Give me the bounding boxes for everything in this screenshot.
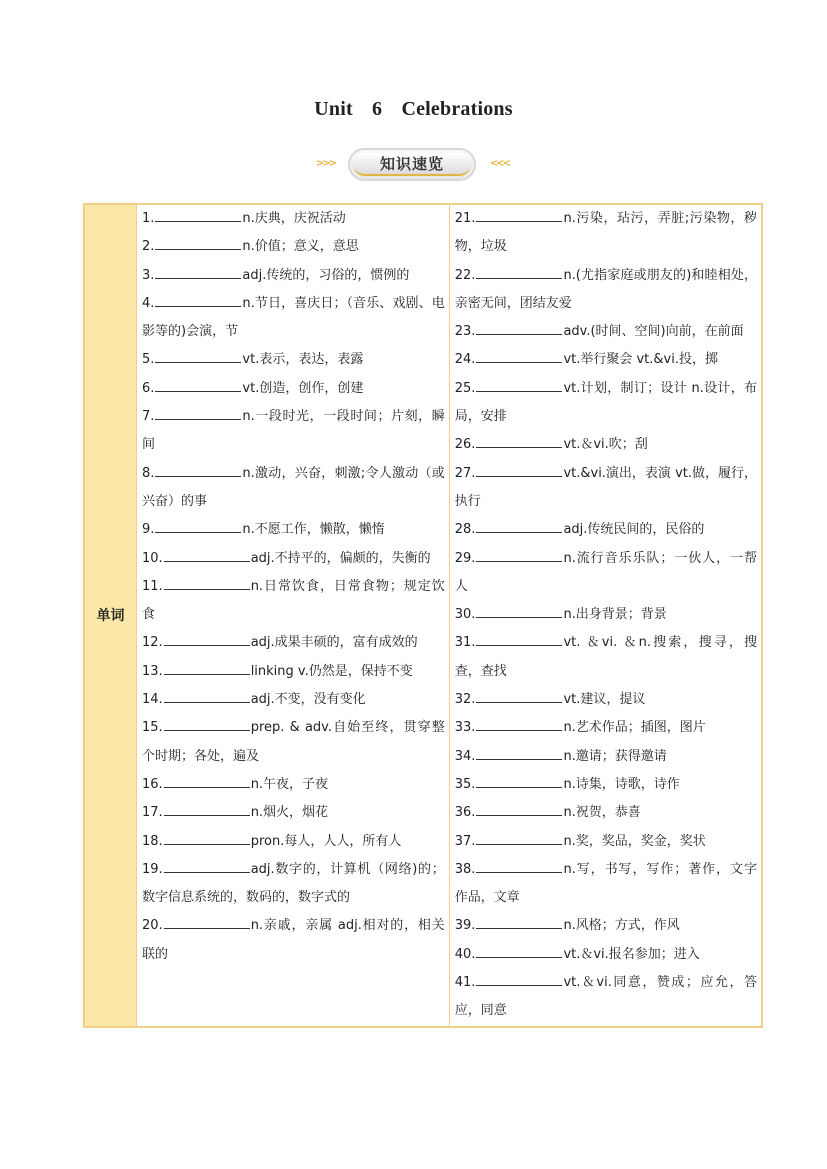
vocab-item (142, 573, 445, 630)
item-number: 16. (142, 776, 163, 792)
item-definition: n.风格；方式，作风 (563, 918, 680, 934)
answer-blank[interactable] (164, 662, 250, 675)
vocab-item (142, 714, 445, 771)
vocab-item (455, 941, 757, 969)
vocab-item (142, 828, 445, 856)
vocab-item (142, 460, 445, 517)
vocab-item (455, 799, 757, 827)
answer-blank[interactable] (164, 775, 250, 788)
answer-blank[interactable] (476, 803, 562, 816)
answer-blank[interactable] (476, 435, 562, 448)
item-number: 4. (142, 295, 155, 311)
answer-blank[interactable] (164, 690, 250, 703)
item-definition: n.日常饮食，日常食物；规定饮食 (142, 578, 445, 623)
item-number: 20. (142, 918, 163, 934)
item-definition: vt.＆vi.报名参加；进入 (563, 946, 700, 962)
page-title: Unit 6 Celebrations (314, 98, 513, 120)
item-definition: vt.举行聚会 vt.&vi.投，掷 (563, 352, 718, 368)
item-definition: adv.(时间、空间)向前，在前面 (563, 324, 744, 340)
item-definition: vt.表示，表达，表露 (242, 352, 364, 368)
item-definition: n.庆典，庆祝活动 (242, 211, 346, 226)
item-number: 26. (454, 437, 476, 453)
vocab-item (142, 233, 445, 261)
item-number: 34. (454, 748, 476, 764)
item-number: 3. (142, 267, 155, 283)
answer-blank[interactable] (164, 577, 250, 590)
item-definition: n.流行音乐乐队；一伙人，一帮人 (454, 550, 757, 594)
vocab-item (455, 262, 757, 319)
answer-blank[interactable] (164, 633, 250, 646)
item-number: 13. (142, 663, 163, 679)
vocab-item (455, 460, 757, 517)
vocab-item (142, 799, 445, 827)
item-definition: n.祝贺，恭喜 (563, 805, 641, 821)
item-number: 8. (142, 465, 155, 481)
item-number: 36. (454, 805, 476, 821)
answer-blank[interactable] (476, 379, 562, 392)
vocab-item (455, 516, 757, 544)
vocab-item (142, 771, 445, 799)
vocabulary-table (83, 203, 763, 1028)
answer-blank[interactable] (155, 379, 241, 392)
vocab-item (455, 318, 757, 346)
vocab-item (455, 346, 757, 374)
item-number: 2. (142, 239, 155, 255)
vocab-item (455, 686, 757, 714)
vocab-item (142, 686, 445, 714)
vocab-item (455, 912, 757, 940)
item-number: 19. (142, 861, 163, 877)
item-number: 14. (142, 692, 163, 708)
item-number: 32. (454, 692, 476, 708)
answer-blank[interactable] (155, 464, 241, 477)
banner-label: 知识速览 (353, 153, 471, 176)
answer-blank[interactable] (155, 294, 241, 307)
vocab-item (455, 771, 757, 799)
item-number: 40. (454, 946, 476, 962)
answer-blank[interactable] (476, 633, 562, 646)
item-number: 23. (454, 324, 476, 340)
answer-blank[interactable] (476, 945, 562, 958)
vocab-item (142, 912, 445, 969)
answer-blank[interactable] (155, 266, 241, 279)
banner-badge (348, 148, 476, 181)
answer-blank[interactable] (476, 832, 562, 845)
vocab-item (142, 205, 445, 233)
item-number: 27. (454, 465, 476, 481)
item-number: 24. (454, 352, 476, 368)
item-number: 10. (142, 550, 163, 566)
item-number: 21. (454, 211, 476, 226)
item-definition: n.写，书写，写作；著作，文字作品，文章 (454, 861, 757, 906)
item-number: 17. (142, 805, 163, 821)
answer-blank[interactable] (476, 209, 562, 222)
vocab-item (455, 856, 757, 913)
answer-blank[interactable] (155, 237, 241, 250)
vocab-item (455, 205, 757, 262)
item-definition: vt.＆vi.同意，赞成；应允，答应，同意 (454, 975, 757, 1019)
answer-blank[interactable] (476, 464, 562, 477)
right-column (449, 204, 762, 1027)
vocab-item (455, 743, 757, 771)
answer-blank[interactable] (476, 718, 562, 731)
answer-blank[interactable] (164, 718, 250, 731)
item-number: 22. (454, 267, 476, 283)
answer-blank[interactable] (164, 860, 250, 873)
item-definition: n.一段时光，一段时间；片刻，瞬间 (142, 409, 445, 453)
item-definition: n.诗集，诗歌，诗作 (563, 776, 680, 792)
item-number: 9. (142, 522, 155, 538)
right-item-list (455, 205, 757, 1026)
item-definition: adj.成果丰硕的，富有成效的 (250, 635, 418, 651)
answer-blank[interactable] (476, 266, 562, 279)
answer-blank[interactable] (155, 209, 241, 222)
vocab-item (455, 375, 757, 432)
vocab-item (455, 629, 757, 686)
item-definition: adj.数字的，计算机（网络)的；数字信息系统的，数码的，数字式的 (142, 861, 445, 906)
item-definition: n.(尤指家庭或朋友的)和睦相处，亲密无间，团结友爱 (454, 267, 757, 311)
left-arrows-icon: <<< (489, 158, 509, 169)
vocab-item (142, 658, 445, 686)
item-definition: vt.计划，制订；设计 n.设计，布局，安排 (454, 380, 757, 425)
item-definition: n.出身背景；背景 (563, 607, 667, 623)
answer-blank[interactable] (476, 520, 562, 533)
item-definition: adj.不变，没有变化 (250, 692, 366, 708)
item-number: 30. (454, 607, 476, 623)
left-column (137, 204, 450, 1027)
item-definition: n.艺术作品；插图，图片 (563, 720, 706, 736)
vocab-item (142, 629, 445, 657)
right-arrows-icon: >>> (316, 158, 336, 169)
answer-blank[interactable] (476, 916, 562, 929)
item-number: 39. (454, 918, 476, 934)
item-definition: n.邀请；获得邀请 (563, 748, 667, 764)
item-definition: linking v.仍然是，保持不变 (250, 663, 413, 679)
answer-blank[interactable] (476, 690, 562, 703)
item-number: 1. (142, 211, 155, 226)
item-definition: vt.＆vi.吹；刮 (563, 437, 648, 453)
vocab-item (142, 403, 445, 460)
item-number: 5. (142, 352, 155, 368)
answer-blank[interactable] (476, 973, 562, 986)
section-banner (312, 148, 515, 184)
item-number: 38. (454, 861, 476, 877)
vocab-item (455, 601, 757, 629)
vocab-item (142, 375, 445, 403)
answer-blank[interactable] (476, 747, 562, 760)
answer-blank[interactable] (164, 803, 250, 816)
item-definition: prep. & adv.自始至终，贯穿整个时期；各处，遍及 (142, 720, 445, 764)
item-number: 18. (142, 833, 163, 849)
vocab-item (142, 856, 445, 913)
item-number: 28. (454, 522, 476, 538)
answer-blank[interactable] (155, 520, 241, 533)
item-definition: vt.创造，创作，创建 (242, 380, 364, 396)
answer-blank[interactable] (476, 350, 562, 363)
item-number: 12. (142, 635, 163, 651)
answer-blank[interactable] (164, 916, 250, 929)
item-definition: n.烟火，烟花 (250, 805, 329, 821)
item-number: 35. (454, 776, 476, 792)
answer-blank[interactable] (164, 549, 250, 562)
answer-blank[interactable] (476, 322, 562, 335)
vocab-item (142, 516, 445, 544)
item-definition: adj.传统的，习俗的，惯例的 (242, 267, 410, 283)
item-definition: vt.&vi.演出，表演 vt.做，履行，执行 (454, 465, 757, 509)
item-definition: vt.建议，提议 (563, 692, 646, 708)
answer-blank[interactable] (476, 549, 562, 562)
vocab-item (455, 431, 757, 459)
vocab-item (142, 545, 445, 573)
vocab-item (455, 969, 757, 1026)
answer-blank[interactable] (476, 860, 562, 873)
vocab-item (142, 346, 445, 374)
item-definition: n.价值；意义，意思 (242, 239, 359, 255)
item-definition: n.节日，喜庆日；（音乐、戏剧、电影等的)会演，节 (142, 295, 445, 340)
vocab-item (455, 828, 757, 856)
answer-blank[interactable] (476, 605, 562, 618)
answer-blank[interactable] (164, 832, 250, 845)
left-item-list (142, 205, 445, 969)
item-number: 37. (454, 833, 476, 849)
item-number: 11. (142, 578, 163, 594)
vocab-item (455, 545, 757, 602)
answer-blank[interactable] (155, 407, 241, 420)
item-definition: n.激动，兴奋，刺激;令人激动（或兴奋）的事 (142, 465, 445, 509)
item-definition: n.奖，奖品，奖金，奖状 (563, 833, 706, 849)
item-definition: vt. ＆vi. ＆n.搜索，搜寻，搜查，查找 (454, 635, 757, 679)
item-number: 33. (454, 720, 476, 736)
item-definition: adj.不持平的，偏颇的，失衡的 (250, 550, 431, 566)
item-number: 31. (454, 635, 476, 651)
vocab-item (142, 290, 445, 347)
answer-blank[interactable] (476, 775, 562, 788)
item-definition: n.亲戚，亲属 adj.相对的，相关联的 (142, 918, 445, 962)
item-number: 29. (454, 550, 476, 566)
item-number: 6. (142, 380, 155, 396)
vocab-item (142, 262, 445, 290)
item-definition: adj.传统民间的，民俗的 (563, 522, 705, 538)
item-definition: pron.每人，人人，所有人 (250, 833, 402, 849)
item-number: 7. (142, 409, 155, 425)
item-definition: n.午夜，子夜 (250, 776, 329, 792)
section-label: 单词 (84, 204, 137, 1027)
item-number: 41. (454, 975, 476, 991)
answer-blank[interactable] (155, 350, 241, 363)
item-definition: n.不愿工作，懒散，懒惰 (242, 522, 385, 538)
item-number: 25. (454, 380, 476, 396)
item-definition: n.污染，玷污，弄脏;污染物，秽物，垃圾 (454, 211, 757, 255)
vocab-item (455, 714, 757, 742)
item-number: 15. (142, 720, 163, 736)
